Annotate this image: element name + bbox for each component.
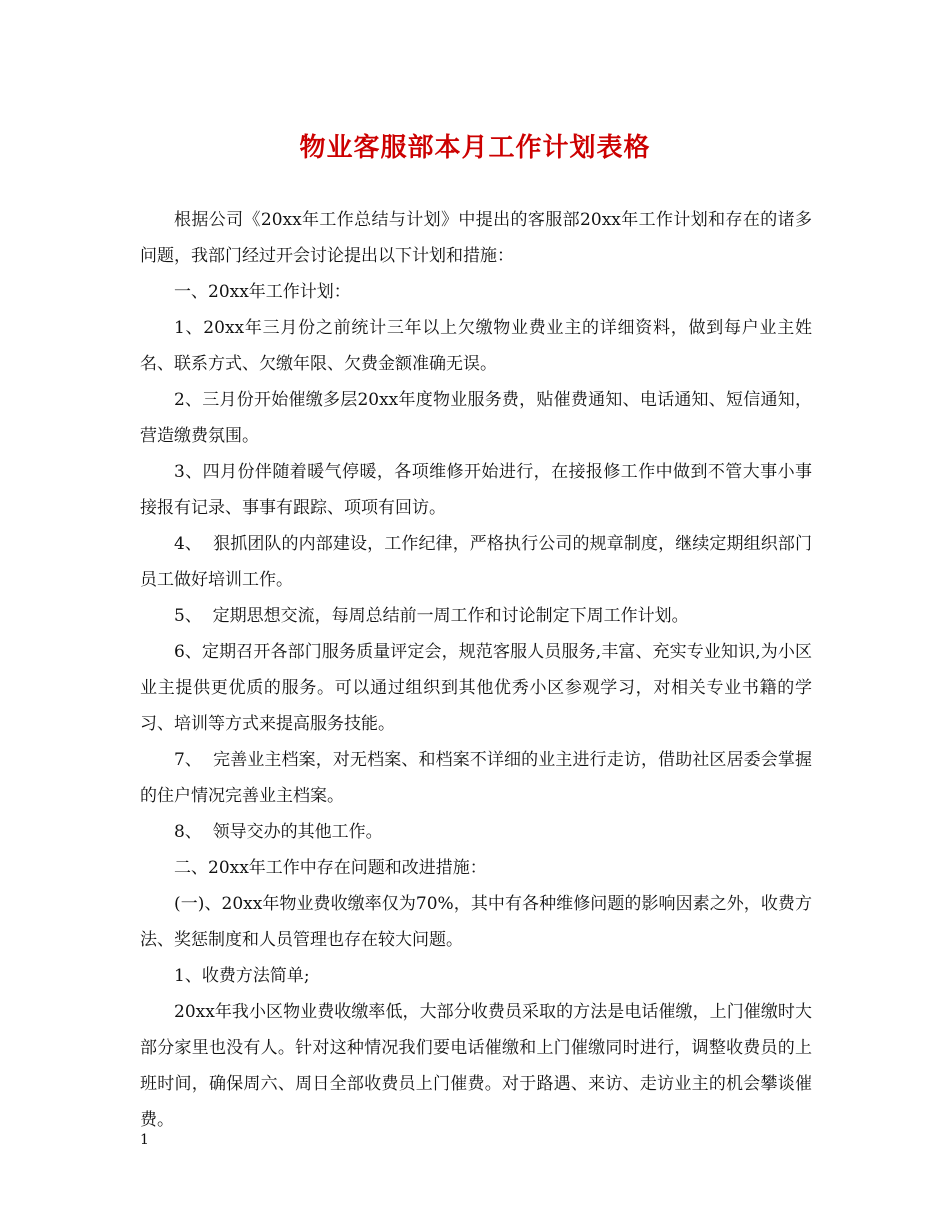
plan-item-4: 4、 狠抓团队的内部建设，工作纪律，严格执行公司的规章制度，继续定期组织部门员工做好培训工作。: [140, 534, 812, 590]
plan-item-8: 8、 领导交办的其他工作。: [174, 822, 383, 842]
plan-item-3: 3、四月份伴随着暖气停暖，各项维修开始进行，在接报修工作中做到不管大事小事接报有记录、事事有跟踪、项项有回访。: [140, 462, 812, 518]
paragraph-intro: 根据公司《20xx年工作总结与计划》中提出的客服部20xx年工作计划和存在的诸多问题，我部门经过开会讨论提出以下计划和措施：: [140, 210, 812, 266]
plan-item-1: 1、20xx年三月份之前统计三年以上欠缴物业费业主的详细资料，做到每户业主姓名、联系方式、欠缴年限、欠费金额准确无误。: [140, 318, 812, 374]
plan-item-6: 6、定期召开各部门服务质量评定会，规范客服人员服务,丰富、充实专业知识,为小区业主提供更优质的服务。可以通过组织到其他优秀小区参观学习，对相关专业书籍的学习、培训等方式来提高服务技能。: [140, 642, 812, 734]
plan-item-2: 2、三月份开始催缴多层20xx年度物业服务费，贴催费通知、电话通知、短信通知，营造缴费氛围。: [140, 390, 812, 446]
plan-item-5: 5、 定期思想交流，每周总结前一周工作和讨论制定下周工作计划。: [174, 606, 689, 626]
page-number: 1: [140, 1132, 149, 1148]
document-body: [140, 202, 812, 1138]
plan-item-7: 7、 完善业主档案，对无档案、和档案不详细的业主进行走访，借助社区居委会掌握的住户情况完善业主档案。: [140, 750, 812, 806]
document-title: 物业客服部本月工作计划表格: [299, 133, 651, 163]
problem-item-1: (一)、20xx年物业费收缴率仅为70%，其中有各种维修问题的影响因素之外，收费方法、奖惩制度和人员管理也存在较大问题。: [140, 894, 812, 950]
sub-heading-fee-method: 1、收费方法简单;: [174, 966, 310, 986]
section-heading-plan: 一、20xx年工作计划：: [174, 282, 351, 302]
section-heading-problems: 二、20xx年工作中存在问题和改进措施：: [174, 858, 487, 878]
paragraph-fee-method-detail: 20xx年我小区物业费收缴率低，大部分收费员采取的方法是电话催缴，上门催缴时大部分家里也没有人。针对这种情况我们要电话催缴和上门催缴同时进行，调整收费员的上班时间，确保周六、周日全部收费员上门催费。对于路遇、来访、走访业主的机会攀谈催费。: [140, 1002, 812, 1130]
